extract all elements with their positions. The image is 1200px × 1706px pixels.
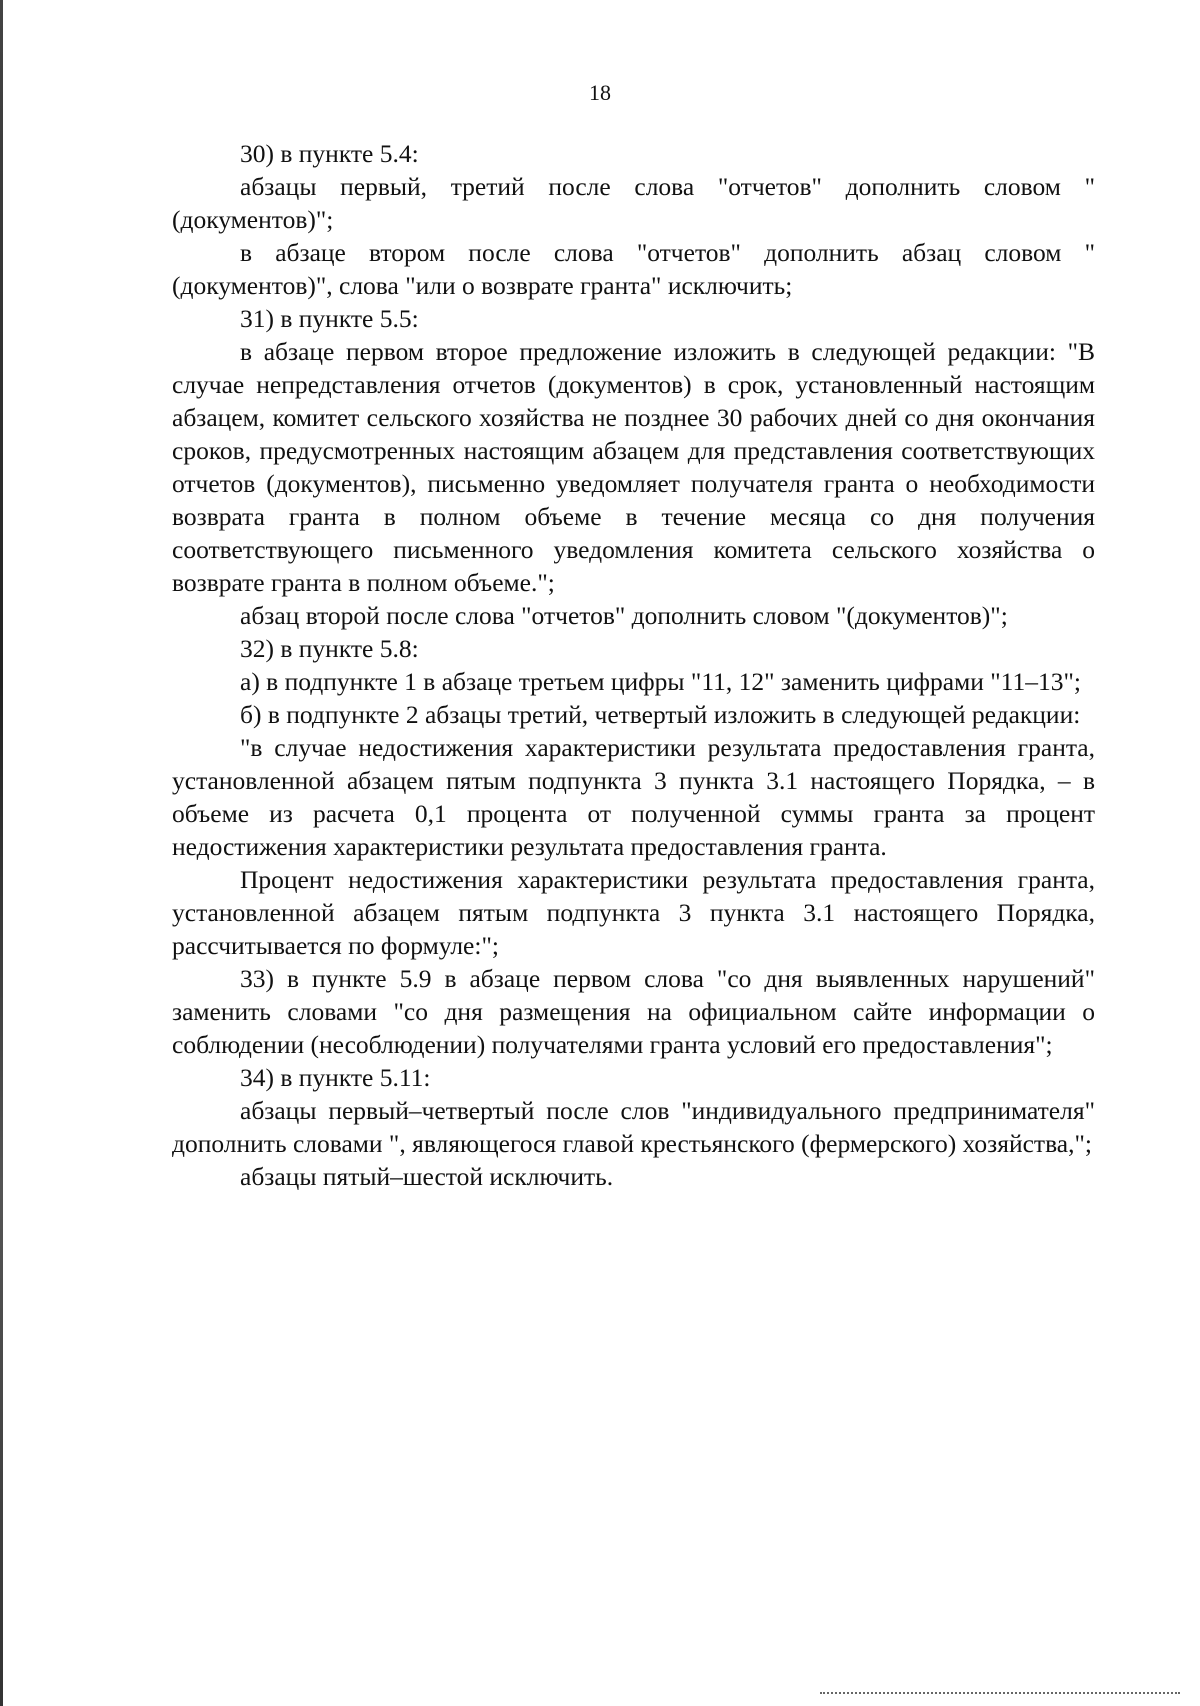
paragraph-item-34-b: абзацы пятый–шестой исключить. — [240, 1162, 614, 1191]
paragraph-item-32: 32) в пункте 5.8: — [240, 634, 419, 663]
paragraph-item-31-a: в абзаце первом второе предложение изложить в следующей редакции: "В случае непредставления отчетов (документов) в срок, установленный настоящим абзацем, комитет сельского хозяйства не позднее 30 рабочих дней со дня окончания сроков, предусмотренных настоящим абзацем для представления соответствующих отчетов (документов), письменно уведомляет получателя гранта о необходимости возврата гранта в полном объеме в течение месяца со дня получения соответствующего письменного уведомления комитета сельского хозяйства о возврате гранта в полном объеме."; — [172, 337, 1095, 597]
paragraph-item-34-a: абзацы первый–четвертый после слов "индивидуального предпринимателя" дополнить словами ", являющегося главой крестьянского (фермерского) хозяйства,"; — [172, 1096, 1095, 1158]
paragraph-item-31-b: абзац второй после слова "отчетов" дополнить словом "(документов)"; — [240, 601, 1008, 630]
paragraph-item-30-a: абзацы первый, третий после слова "отчетов" дополнить словом "(документов)"; — [172, 172, 1095, 234]
paragraph-quote-1: "в случае недостижения характеристики результата предоставления гранта, установленной абзацем пятым подпункта 3 пункта 3.1 настоящего Порядка, – в объеме из расчета 0,1 процента от полученной суммы гранта за процент недостижения характеристики результата предоставления гранта. — [172, 733, 1095, 861]
paragraph-item-34: 34) в пункте 5.11: — [240, 1063, 431, 1092]
scan-edge-left — [0, 0, 3, 1706]
paragraph-quote-2: Процент недостижения характеристики результата предоставления гранта, установленной абзацем пятым подпункта 3 пункта 3.1 настоящего Порядка, рассчитывается по формуле:"; — [172, 865, 1095, 960]
page-number: 18 — [589, 80, 611, 105]
scan-edge-bottom — [820, 1692, 1180, 1696]
paragraph-item-30: 30) в пункте 5.4: — [240, 139, 419, 168]
document-body — [172, 137, 1095, 1193]
paragraph-item-33: 33) в пункте 5.9 в абзаце первом слова "со дня выявленных нарушений" заменить словами "со дня размещения на официальном сайте информации о соблюдении (несоблюдении) получателями гранта условий его предоставления"; — [172, 964, 1095, 1059]
paragraph-item-30-b: в абзаце втором после слова "отчетов" дополнить абзац словом "(документов)", слова "или о возврате гранта" исключить; — [172, 238, 1095, 300]
paragraph-item-32-b: б) в подпункте 2 абзацы третий, четвертый изложить в следующей редакции: — [240, 700, 1081, 729]
paragraph-item-31: 31) в пункте 5.5: — [240, 304, 419, 333]
paragraph-item-32-a: а) в подпункте 1 в абзаце третьем цифры "11, 12" заменить цифрами "11–13"; — [240, 667, 1081, 696]
